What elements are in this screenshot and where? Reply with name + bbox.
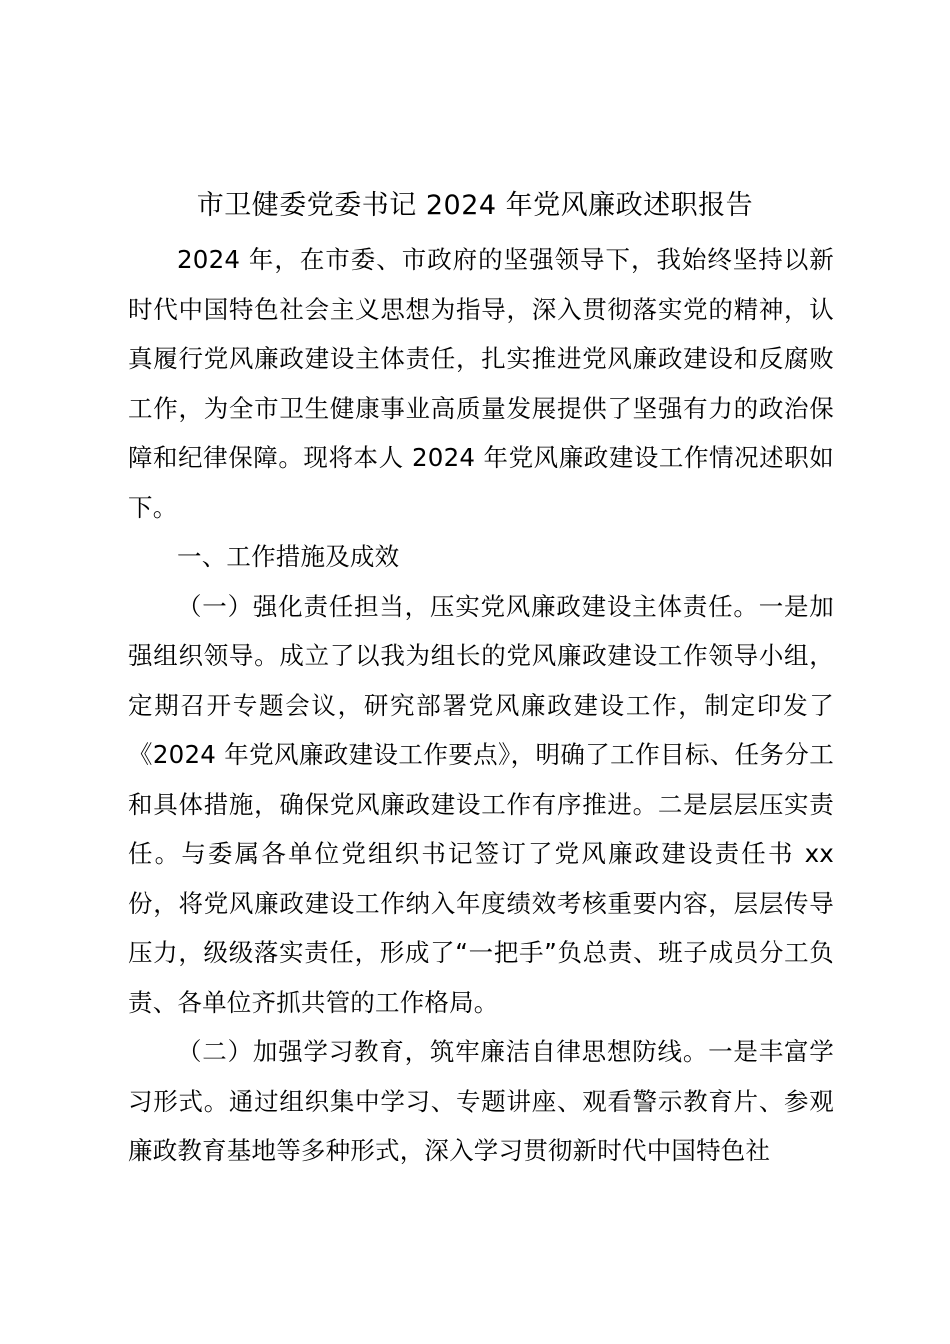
document-title: 市卫健委党委书记 2024 年党风廉政述职报告 bbox=[196, 190, 754, 221]
section-heading: 一、工作措施及成效 bbox=[177, 542, 400, 571]
intro-paragraph: 2024 年，在市委、市政府的坚强领导下，我始终坚持以新时代中国特色社会主义思想为指导，深入贯彻落实党的精神，认真履行党风廉政建设主体责任，扎实推进党风廉政建设和反腐败工作，为全市卫生健康事业高质量发展提供了坚强有力的政治保障和纪律保障。现将本人 2024 年党风廉政建设工作情况述职如下。 bbox=[128, 245, 834, 522]
document-body bbox=[128, 235, 834, 1176]
subsection-paragraph-1: （一）强化责任担当，压实党风廉政建设主体责任。一是加强组织领导。成立了以我为组长的党风廉政建设工作领导小组，定期召开专题会议，研究部署党风廉政建设工作，制定印发了《2024 年党风廉政建设工作要点》，明确了工作目标、任务分工和具体措施，确保党风廉政建设工作有序推进。二是层层压实责任。与委属各单位党组织书记签订了党风廉政建设责任书 xx 份，将党风廉政建设工作纳入年度绩效考核重要内容，层层传导压力，级级落实责任，形成了“一把手”负总责、班子成员分工负责、各单位齐抓共管的工作格局。 bbox=[128, 591, 834, 1017]
subsection-paragraph-2: （二）加强学习教育，筑牢廉洁自律思想防线。一是丰富学习形式。通过组织集中学习、专题讲座、观看警示教育片、参观廉政教育基地等多种形式，深入学习贯彻新时代中国特色社 bbox=[128, 1037, 834, 1165]
